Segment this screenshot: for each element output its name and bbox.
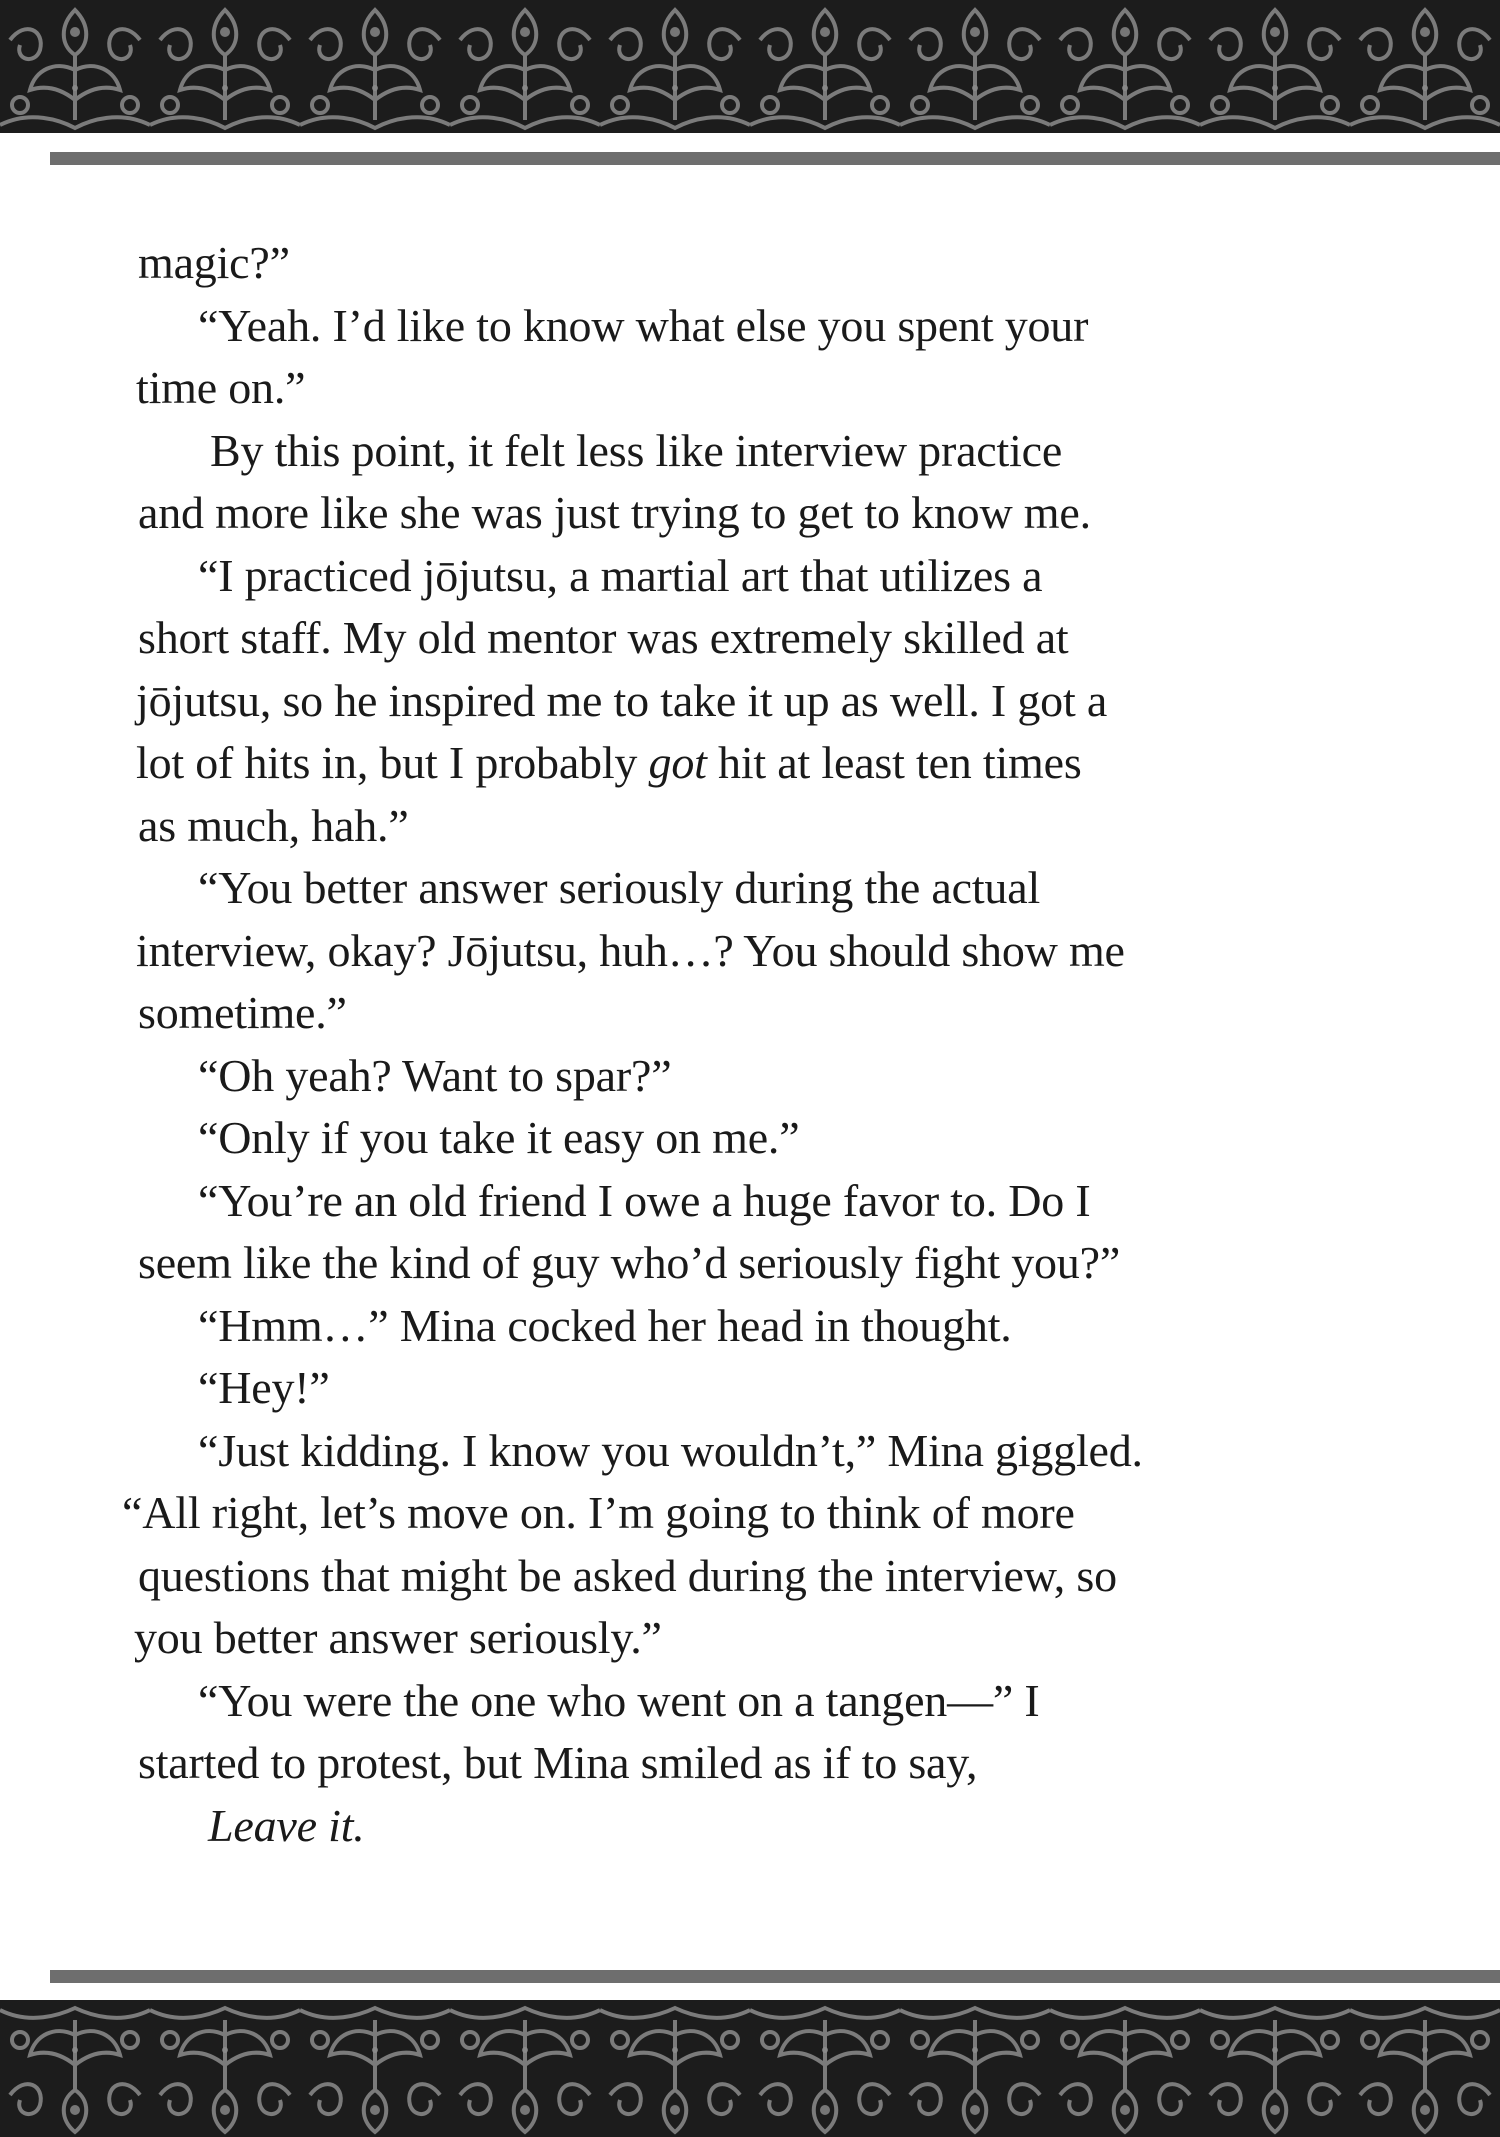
text-line: sometime.” bbox=[138, 987, 347, 1038]
text-line: “I practiced jōjutsu, a martial art that utilizes a bbox=[198, 549, 1043, 601]
text-line: “You’re an old friend I owe a huge favor to. Do I bbox=[198, 1174, 1091, 1226]
italic-text: Leave it. bbox=[208, 1799, 365, 1851]
text-line: time on.” bbox=[136, 362, 306, 413]
text-line: “Just kidding. I know you wouldn’t,” Mina giggled. bbox=[198, 1424, 1143, 1476]
text-line: you better answer seriously.” bbox=[134, 1612, 662, 1663]
bottom-rule bbox=[50, 1970, 1500, 1983]
text-line: “All right, let’s move on. I’m going to think of more bbox=[122, 1487, 1075, 1538]
bottom-ornament-band bbox=[0, 2000, 1500, 2137]
text-segment: lot of hits in, but I probably bbox=[136, 737, 649, 788]
text-line: “Hey!” bbox=[198, 1362, 330, 1413]
text-line: “Oh yeah? Want to spar?” bbox=[198, 1049, 672, 1101]
top-rule bbox=[50, 152, 1500, 165]
text-line: magic?” bbox=[138, 237, 290, 288]
text-line bbox=[208, 1795, 365, 1858]
text-line: By this point, it felt less like interview practice bbox=[210, 424, 1063, 476]
text-line: jōjutsu, so he inspired me to take it up as well. I got a bbox=[136, 674, 1108, 726]
text-line: started to protest, but Mina smiled as if to say, bbox=[138, 1737, 978, 1788]
text-line: interview, okay? Jōjutsu, huh…? You should show me bbox=[136, 924, 1125, 976]
text-line: “Only if you take it easy on me.” bbox=[198, 1112, 800, 1163]
text-line: and more like she was just trying to get to know me. bbox=[138, 487, 1091, 538]
damask-pattern-icon bbox=[0, 2000, 1500, 2137]
damask-pattern-icon bbox=[0, 0, 1500, 133]
text-line: short staff. My old mentor was extremely skilled at bbox=[138, 612, 1069, 663]
text-segment: hit at least ten times bbox=[706, 737, 1082, 788]
text-line: as much, hah.” bbox=[138, 799, 409, 851]
text-line: questions that might be asked during the interview, so bbox=[138, 1549, 1117, 1601]
text-line: “Hmm…” Mina cocked her head in thought. bbox=[198, 1299, 1012, 1351]
text-line: “Yeah. I’d like to know what else you spent your bbox=[198, 299, 1089, 351]
text-line: “You better answer seriously during the actual bbox=[198, 862, 1041, 913]
text-line: “You were the one who went on a tangen—” I bbox=[198, 1674, 1040, 1726]
text-line: seem like the kind of guy who’d seriously fight you?” bbox=[138, 1237, 1121, 1288]
top-ornament-band bbox=[0, 0, 1500, 133]
italic-text: got bbox=[648, 737, 707, 788]
text-line bbox=[136, 732, 1082, 795]
